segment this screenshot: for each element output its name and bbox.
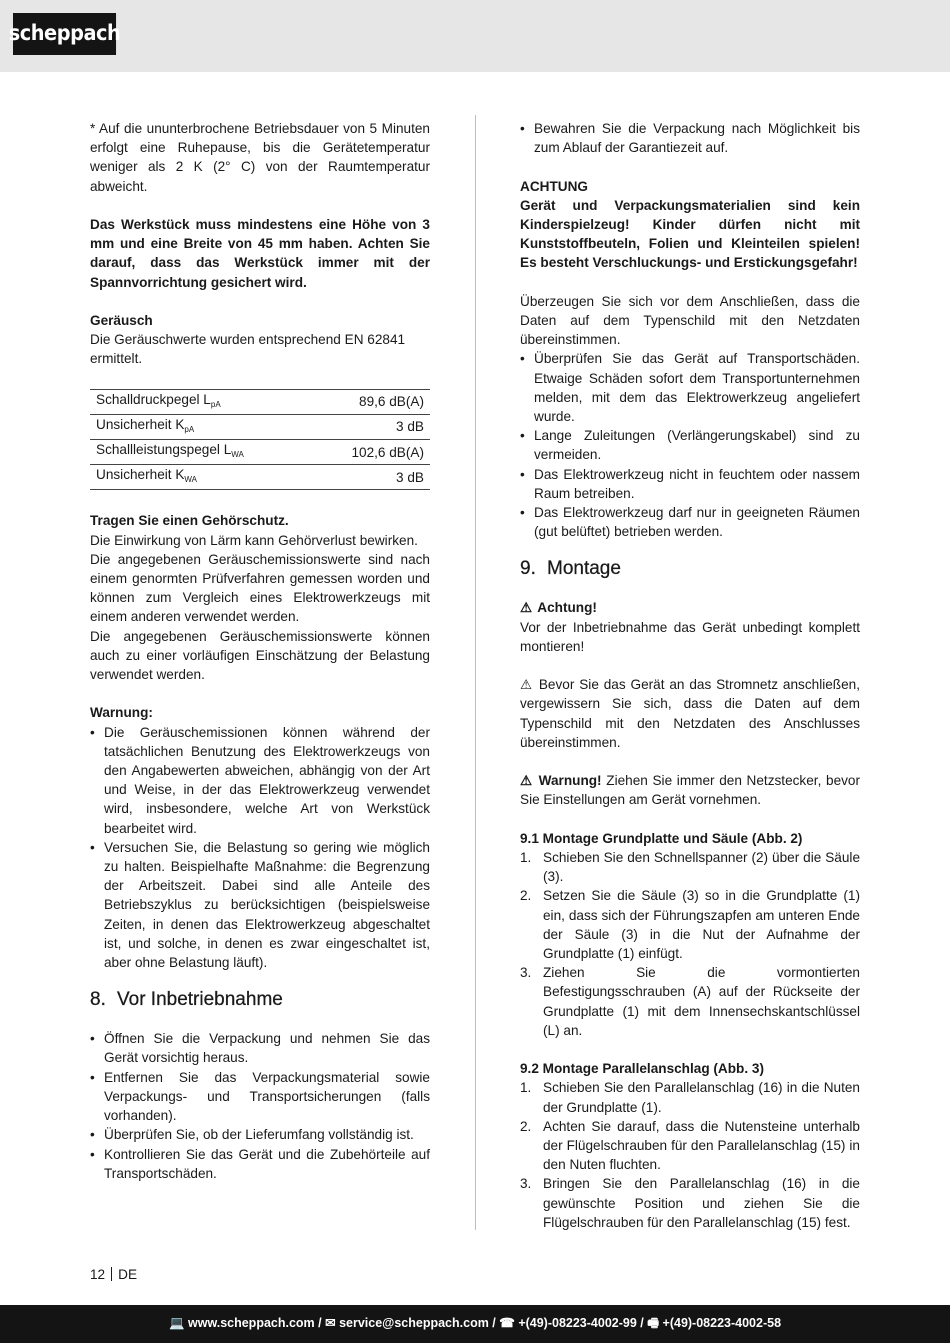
list-item: • Die Geräuschemissionen können während der tatsächlichen Benutzung des Elektrowerkzeugs von den Angabewerten abweichen, abhängig von der Art und Weise, in der das Elektrowerkzeug verwendet wird, insbesondere, welche Art von Werkstück bearbeitet wird. xyxy=(90,723,430,838)
email-link[interactable]: service@scheppach.com xyxy=(339,1316,489,1331)
check-list xyxy=(520,349,860,541)
table-cell-value: 102,6 dB(A) xyxy=(312,440,430,465)
phone-number: +(49)-08223-4002-99 xyxy=(518,1316,637,1331)
table-cell-label: Schalldruckpegel $L_{pA}$ xyxy=(90,389,312,414)
section-9-1-list xyxy=(520,848,860,1040)
computer-icon: 💻 xyxy=(168,1316,185,1331)
table-row xyxy=(90,440,430,465)
list-item: • Öffnen Sie die Verpackung und nehmen Sie das Gerät vorsichtig heraus. xyxy=(90,1029,430,1067)
warning-icon: ⚠ xyxy=(520,677,533,693)
noise-table xyxy=(90,389,430,491)
list-item: • Das Elektrowerkzeug nicht in feuchtem oder nassem Raum betreiben. xyxy=(520,465,860,503)
achtung2-heading: ⚠ Achtung! xyxy=(520,598,860,617)
warning-icon: ⚠ xyxy=(520,773,533,789)
table-row xyxy=(90,389,430,414)
achtung2-text: Vor der Inbetriebnahme das Gerät unbedingt komplett montieren! xyxy=(520,619,860,654)
list-item: • Entfernen Sie das Verpackungsmaterial sowie Verpackungs- und Transportsicherungen (falls vorhanden). xyxy=(90,1068,430,1126)
workpiece-note: Das Werkstück muss mindestens eine Höhe von 3 mm und eine Breite von 45 mm haben. Achten Sie darauf, dass das Werkstück immer mit der Spannvorrichtung gesichert wird. xyxy=(90,217,430,290)
column-divider xyxy=(475,115,476,1230)
list-item: 2. Setzen Sie die Säule (3) so in die Grundplatte (1) ein, dass sich der Führungszapfen am unteren Ende der Säule (3) in die Nut der Aufnahme der Grundplatte (1) einfügt. xyxy=(520,888,860,962)
list-item: • Überprüfen Sie das Gerät auf Transportschäden. Etwaige Schäden sofort dem Transportunternehmen melden, mit dem das Elektrowerkzeug angeliefert wurde. xyxy=(520,349,860,426)
phone-icon: ☎ xyxy=(499,1316,515,1331)
website-link[interactable]: www.scheppach.com xyxy=(188,1316,315,1331)
hearing-text-1: Die Einwirkung von Lärm kann Gehörverlust bewirken. xyxy=(90,532,418,548)
noise-heading: Geräusch xyxy=(90,313,153,328)
table-cell-label: Schallleistungspegel $L_{WA}$ xyxy=(90,440,312,465)
fax-icon: 🖷 xyxy=(647,1316,660,1331)
warning-list xyxy=(90,723,430,973)
hearing-text-2: Die angegebenen Geräuschemissionswerte sind nach einem genormten Prüfverfahren gemessen worden und können zum Vergleich eines Elektrowerkzeugs mit einem anderen verwendet werden. xyxy=(90,551,430,625)
section-8-list xyxy=(90,1029,430,1183)
list-item: • Das Elektrowerkzeug darf nur in geeigneten Räumen (gut belüftet) betrieben werden. xyxy=(520,503,860,541)
list-item: 2. Achten Sie darauf, dass die Nutensteine unterhalb der Flügelschrauben für den Parallelanschlag (15) in den Nuten fluchten. xyxy=(520,1118,860,1173)
bevor-text: ⚠ Bevor Sie das Gerät an das Stromnetz anschließen, vergewissern Sie sich, dass die Daten auf dem Typenschild mit den Netzdaten des Anschlusses übereinstimmen. xyxy=(520,677,860,750)
packaging-list xyxy=(520,119,860,157)
table-cell-label: Unsicherheit $K_{WA}$ xyxy=(90,465,312,490)
list-item: 1. Schieben Sie den Schnellspanner (2) über die Säule (3). xyxy=(520,850,860,885)
page-footer: 💻 www.scheppach.com / ✉ service@scheppach.com / ☎ +(49)-08223-4002-99 / 🖷 +(49)-08223-4002-58 xyxy=(0,1305,950,1343)
list-item: • Kontrollieren Sie das Gerät und die Zubehörteile auf Transportschäden. xyxy=(90,1145,430,1183)
table-cell-value: 3 dB xyxy=(312,414,430,439)
achtung-text: Gerät und Verpackungsmaterialien sind kein Kinderspielzeug! Kinder dürfen nicht mit Kunststoffbeuteln, Folien und Kleinteilen spielen! Es besteht Verschluckungs- und Erstickungsgefahr! xyxy=(520,197,860,271)
section-8-heading: 8. Vor Inbetriebnahme xyxy=(90,989,283,1011)
table-cell-label: Unsicherheit $K_{pA}$ xyxy=(90,414,312,439)
check-text: Überzeugen Sie sich vor dem Anschließen, dass die Daten auf dem Typenschild mit den Netzdaten übereinstimmen. xyxy=(520,293,860,348)
achtung-heading: ACHTUNG xyxy=(520,178,588,194)
warning-heading: Warnung: xyxy=(90,705,153,721)
list-item: 1. Schieben Sie den Parallelanschlag (16) in die Nuten der Grundplatte (1). xyxy=(520,1080,860,1115)
left-column xyxy=(90,119,430,1183)
section-9-2-heading: 9.2 Montage Parallelanschlag (Abb. 3) xyxy=(520,1061,764,1077)
fax-number: +(49)-08223-4002-58 xyxy=(662,1316,782,1331)
page-header xyxy=(0,0,950,72)
section-9-2-list xyxy=(520,1078,860,1232)
list-item: 3. Ziehen Sie die vormontierten Befestigungsschrauben (A) auf der Rückseite der Grundplatte (1) mit dem Innensechskantschlüssel (L) an. xyxy=(520,965,860,1038)
table-row xyxy=(90,414,430,439)
list-item: • Lange Zuleitungen (Verlängerungskabel) sind zu vermeiden. xyxy=(520,426,860,464)
scheppach-logo: scheppach xyxy=(13,13,116,55)
section-9-1-heading: 9.1 Montage Grundplatte und Säule (Abb. 2) xyxy=(520,830,803,846)
right-column xyxy=(520,119,860,1232)
list-item: 3. Bringen Sie den Parallelanschlag (16) in die gewünschte Position und ziehen Sie die Flügelschrauben für den Parallelanschlag (15) fest. xyxy=(520,1176,860,1230)
table-cell-value: 89,6 dB(A) xyxy=(312,389,430,414)
hearing-text-3: Die angegebenen Geräuschemissionswerte können auch zu einer vorläufigen Einschätzung der Belastung verwendet werden. xyxy=(90,628,430,683)
table-row xyxy=(90,465,430,490)
duty-cycle-note: * Auf die ununterbrochene Betriebsdauer von 5 Minuten erfolgt eine Ruhepause, bis die Gerätetemperatur weniger als 2 K (2° C) von der Raumtemperatur abweicht. xyxy=(90,121,430,194)
page-number: 12 DE xyxy=(90,1267,138,1282)
list-item: • Versuchen Sie, die Belastung so gering wie möglich zu halten. Beispielhafte Maßnahme: die Begrenzung der Arbeitszeit. Dabei sind alle Anteile des Betriebszyklus zu berücksichtigen (beispielsweise Zeiten, in denen das Elektrowerkzeug abgeschaltet ist, und solche, in denen es zwar eingeschaltet ist, aber ohne Belastung läuft). xyxy=(90,838,430,972)
hearing-heading: Tragen Sie einen Gehörschutz. xyxy=(90,513,289,529)
noise-text: Die Geräuschwerte wurden entsprechend EN 62841 ermittelt. xyxy=(90,332,406,367)
list-item: • Überprüfen Sie, ob der Lieferumfang vollständig ist. xyxy=(90,1125,430,1144)
page-number-divider xyxy=(111,1267,112,1281)
table-cell-value: 3 dB xyxy=(312,465,430,490)
warning-icon: ⚠ xyxy=(520,600,533,616)
list-item: • Bewahren Sie die Verpackung nach Möglichkeit bis zum Ablauf der Garantiezeit auf. xyxy=(520,119,860,157)
section-9-heading: 9. Montage xyxy=(520,558,621,580)
mail-icon: ✉ xyxy=(325,1316,336,1331)
warnung-text: ⚠ Warnung! Ziehen Sie immer den Netzstecker, bevor Sie Einstellungen am Gerät vornehmen. xyxy=(520,773,861,808)
